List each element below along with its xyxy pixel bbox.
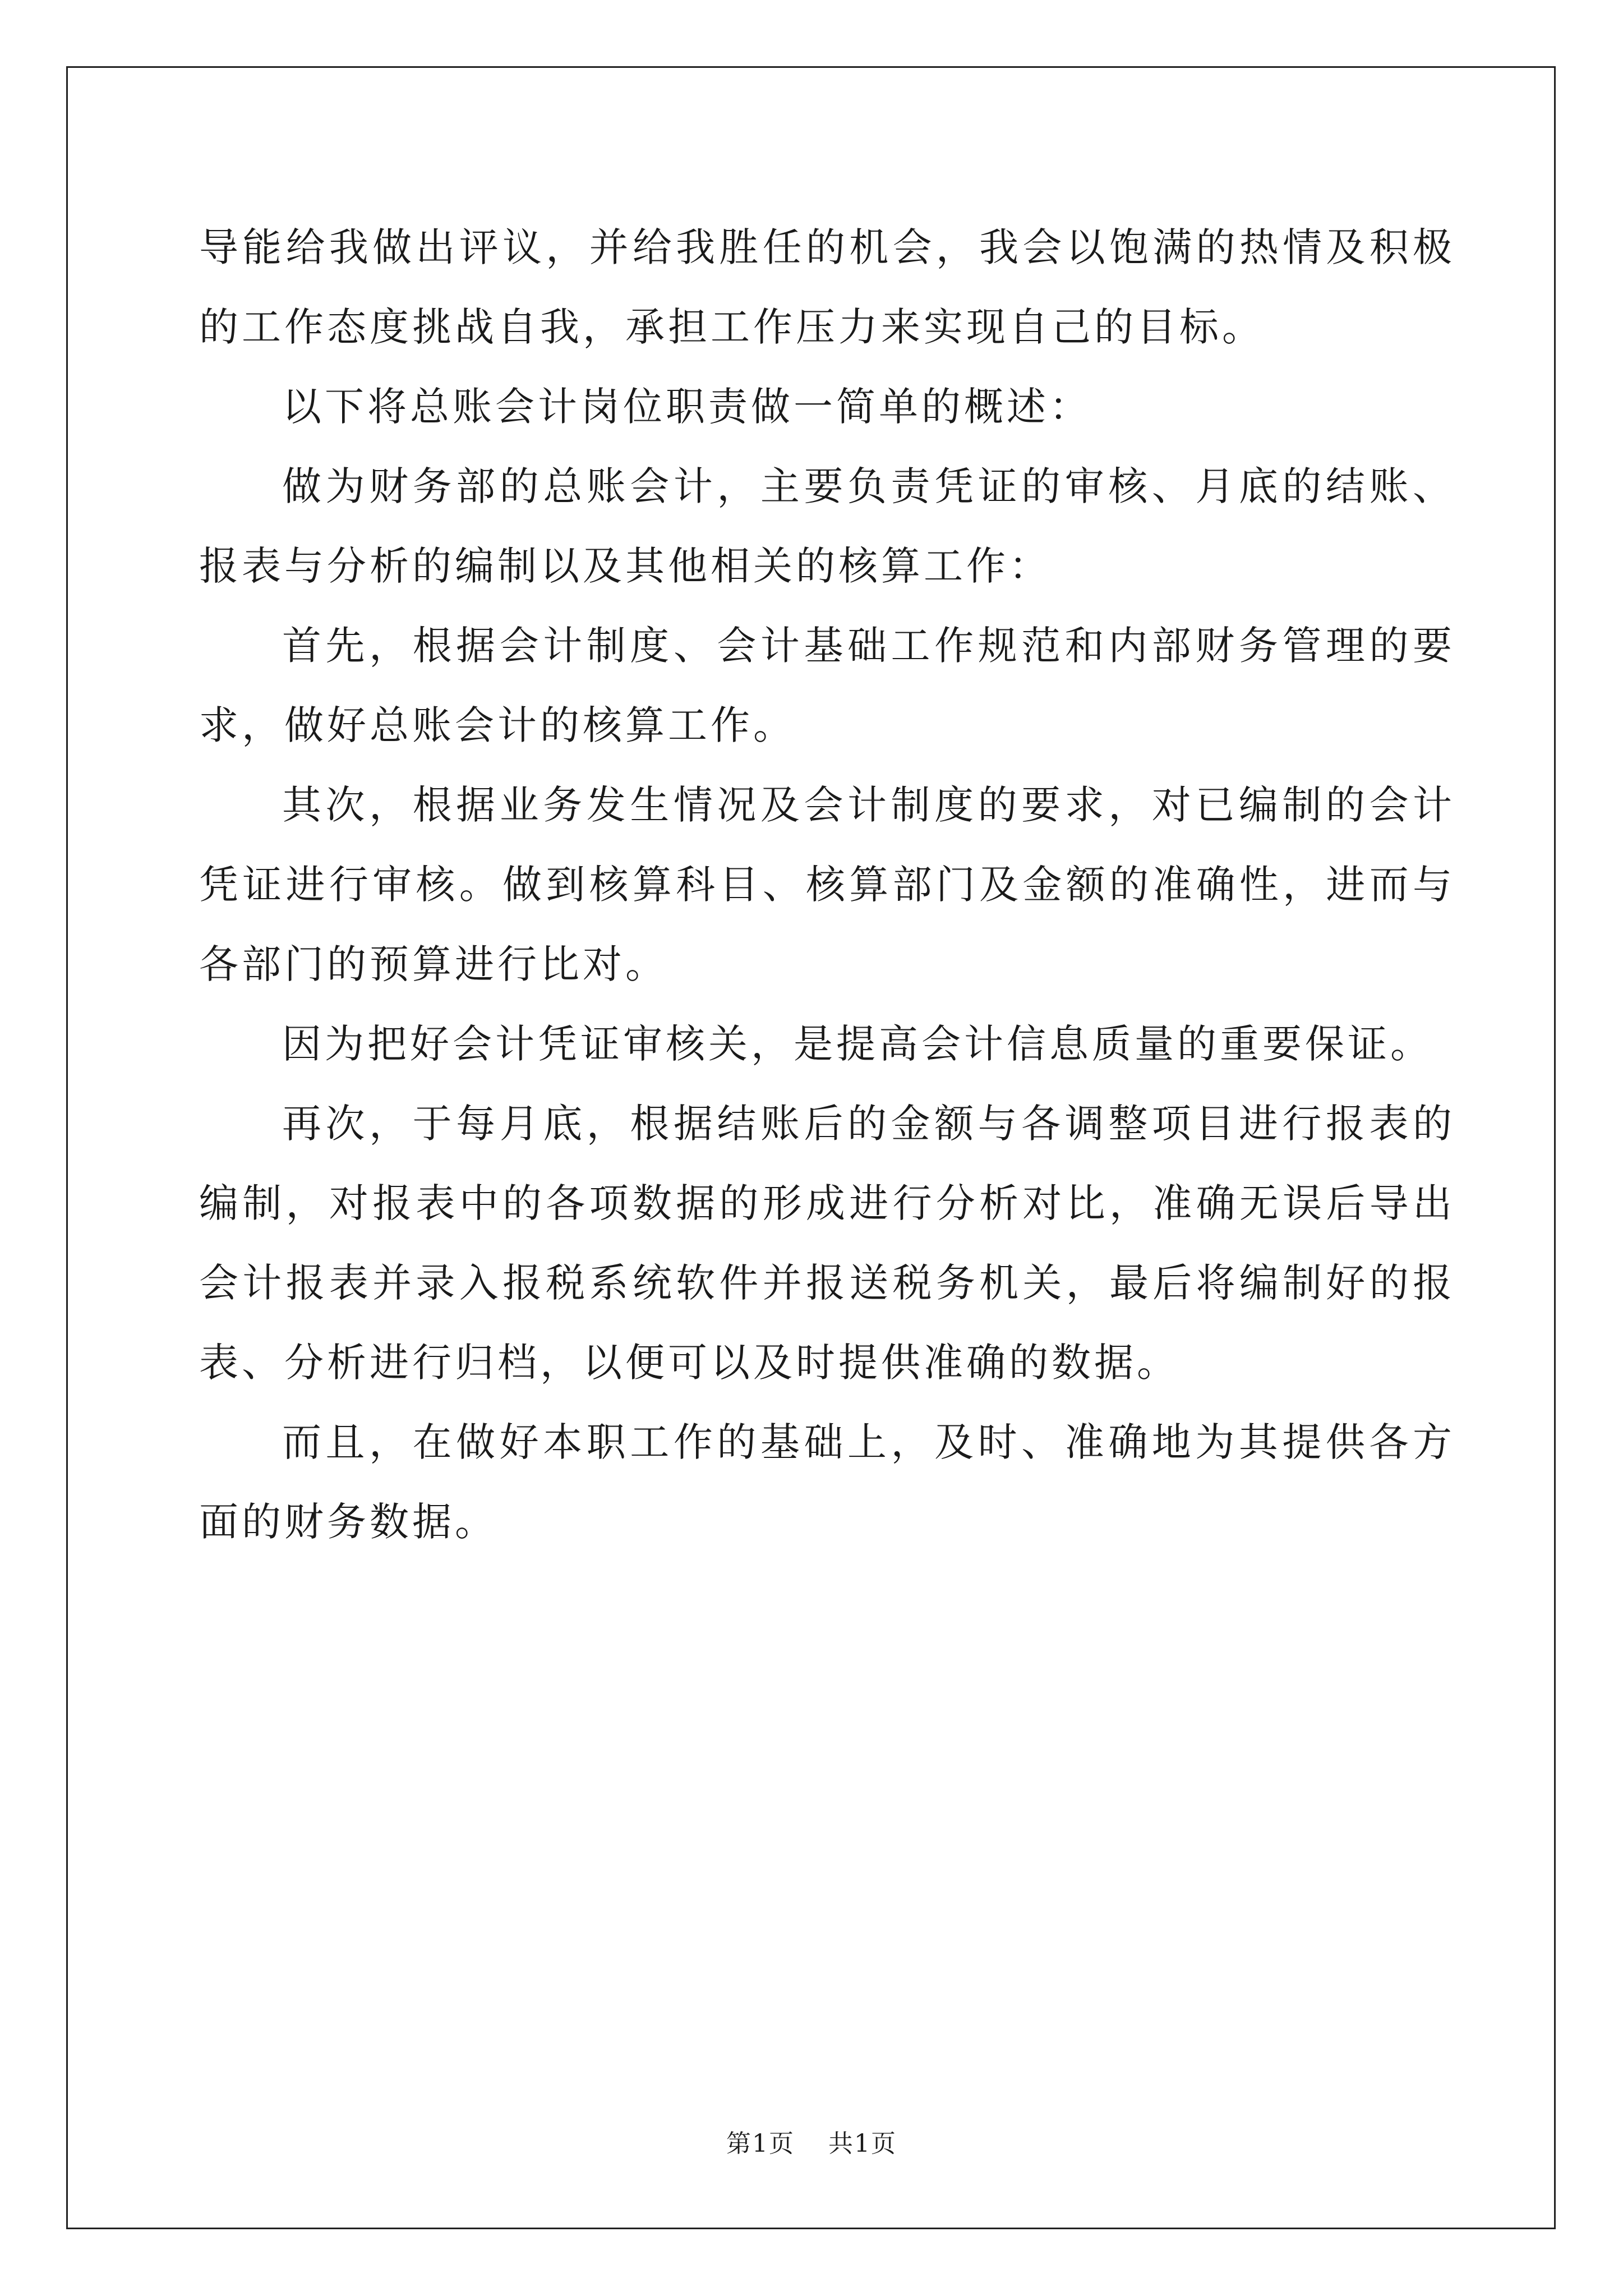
- paragraph-6: 因为把好会计凭证审核关，是提高会计信息质量的重要保证。: [282, 1021, 1433, 1067]
- page-total: 共1页: [828, 2129, 897, 2158]
- paragraph-3: 做为财务部的总账会计，主要负责凭证的审核、月底的结账、报表与分析的编制以及其他相关的核算工作：: [199, 463, 1455, 589]
- document-body: [199, 208, 1455, 1562]
- paragraph-1: 导能给我做出评议，并给我胜任的机会，我会以饱满的热情及积极的工作态度挑战自我，承担工作压力来实现自己的目标。: [199, 224, 1455, 350]
- paragraph-5: 其次，根据业务发生情况及会计制度的要求，对已编制的会计凭证进行审核。做到核算科目、核算部门及金额的准确性，进而与各部门的预算进行比对。: [199, 782, 1455, 987]
- page-footer: [0, 2127, 1623, 2161]
- paragraph-4: 首先，根据会计制度、会计基础工作规范和内部财务管理的要求，做好总账会计的核算工作。: [199, 623, 1455, 748]
- paragraph-8: 而且，在做好本职工作的基础上，及时、准确地为其提供各方面的财务数据。: [199, 1419, 1455, 1545]
- paragraph-7: 再次，于每月底，根据结账后的金额与各调整项目进行报表的编制，对报表中的各项数据的形成进行分析对比，准确无误后导出会计报表并录入报税系统软件并报送税务机关，最后将编制好的报表、分析进行归档，以便可以及时提供准确的数据。: [199, 1101, 1455, 1386]
- page-number: 第1页: [726, 2129, 795, 2158]
- paragraph-2: 以下将总账会计岗位职责做一简单的概述：: [282, 384, 1092, 430]
